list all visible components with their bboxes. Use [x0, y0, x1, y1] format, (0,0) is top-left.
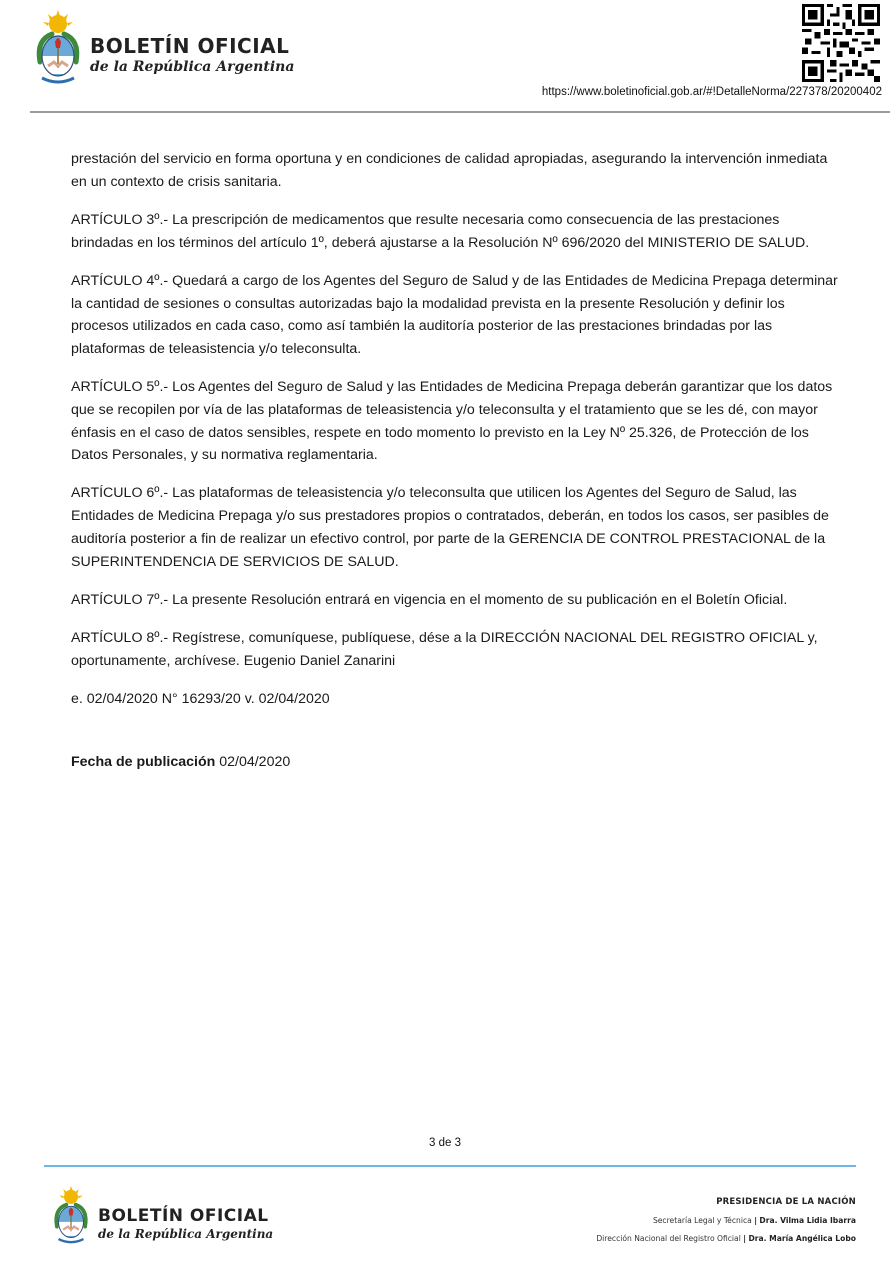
article-6: ARTÍCULO 6º.- Las plataformas de teleasistencia y/o teleconsulta que utilicen los Agentes del Seguro de Salud, las Entidades de Medicina Prepaga y/o sus prestadores propios o contratados, deberán, en todos los casos, ser pasibles de auditoría posterior a fin de realizar un efectivo control, por parte de la GERENCIA DE CONTROL PRESTACIONAL de la SUPERINTENDENCIA DE SERVICIOS DE SALUD. — [71, 485, 829, 570]
edict-reference: e. 02/04/2020 N° 16293/20 v. 02/04/2020 — [71, 690, 330, 707]
article-3: ARTÍCULO 3º.- La prescripción de medicamentos que resulte necesaria como consecuencia de las prestaciones brindadas en los términos del artículo 1º, deberá ajustarse a la Resolución Nº 696/2020 del MINISTERIO DE SALUD. — [71, 211, 810, 251]
footer-divider — [44, 1165, 856, 1167]
presidencia-label: PRESIDENCIA DE LA NACIÓN — [716, 1197, 856, 1207]
separator: | — [743, 1234, 747, 1243]
coat-of-arms-icon — [48, 1186, 94, 1250]
publication-date-label: Fecha de publicación — [71, 753, 216, 770]
article-7: ARTÍCULO 7º.- La presente Resolución entrará en vigencia en el momento de su publicación en el Boletín Oficial. — [71, 591, 788, 608]
footer-credits — [596, 1197, 856, 1243]
page-number: 3 de 3 — [429, 1137, 461, 1149]
coat-of-arms-icon — [30, 10, 86, 92]
direccion-label: Dirección Nacional del Registro Oficial — [596, 1234, 741, 1243]
footer-brand — [98, 1208, 273, 1240]
article-5: ARTÍCULO 5º.- Los Agentes del Seguro de Salud y las Entidades de Medicina Prepaga deberán garantizar que los datos que se recopilen por vía de las plataformas de teleasistencia y/o teleconsulta y el tratamiento que se les dé, con mayor énfasis en el caso de datos sensibles, respete en todo momento lo previsto en la Ley Nº 25.326, de Protección de los Datos Personales, y su normativa reglamentaria. — [71, 379, 833, 464]
qr-code-icon — [802, 4, 880, 82]
footer-brand-subtitle: de la República Argentina — [98, 1227, 274, 1241]
article-4: ARTÍCULO 4º.- Quedará a cargo de los Agentes del Seguro de Salud y de las Entidades de Medicina Prepaga determinar la cantidad de sesiones o consultas autorizadas bajo la modalidad prevista en la presente Resolución y definir los procesos utilizados en cada caso, como así también la auditoría posterior de las prestaciones brindadas por las plataformas de teleasistencia y/o teleconsulta. — [71, 272, 838, 357]
footer-credit-line — [596, 1234, 856, 1243]
footer-logo — [48, 1186, 278, 1250]
document-url[interactable]: https://www.boletinoficial.gob.ar/#!DetalleNorma/227378/20200402 — [541, 86, 882, 98]
brand-title: BOLETÍN OFICIAL — [90, 34, 290, 58]
paragraph: prestación del servicio en forma oportuna y en condiciones de calidad apropiadas, asegurando la intervención inmediata en un contexto de crisis sanitaria. — [71, 151, 828, 190]
brand-subtitle: de la República Argentina — [90, 59, 295, 75]
header-logo — [30, 10, 300, 92]
secretaria-name: Dra. Vilma Lidia Ibarra — [759, 1216, 856, 1225]
direccion-name: Dra. María Angélica Lobo — [748, 1234, 856, 1243]
document-body — [71, 148, 841, 789]
article-8: ARTÍCULO 8º.- Regístrese, comuníquese, publíquese, dése a la DIRECCIÓN NACIONAL DEL REGISTRO OFICIAL y, oportunamente, archívese. Eugenio Daniel Zanarini — [71, 629, 818, 669]
secretaria-label: Secretaría Legal y Técnica — [652, 1216, 752, 1225]
publication-date — [71, 751, 841, 774]
separator: | — [754, 1216, 757, 1225]
footer-credit-line — [596, 1216, 856, 1225]
header-brand — [90, 36, 294, 74]
footer-brand-title: BOLETÍN OFICIAL — [98, 1206, 269, 1226]
publication-date-value: 02/04/2020 — [219, 753, 291, 770]
header-divider — [30, 111, 890, 113]
